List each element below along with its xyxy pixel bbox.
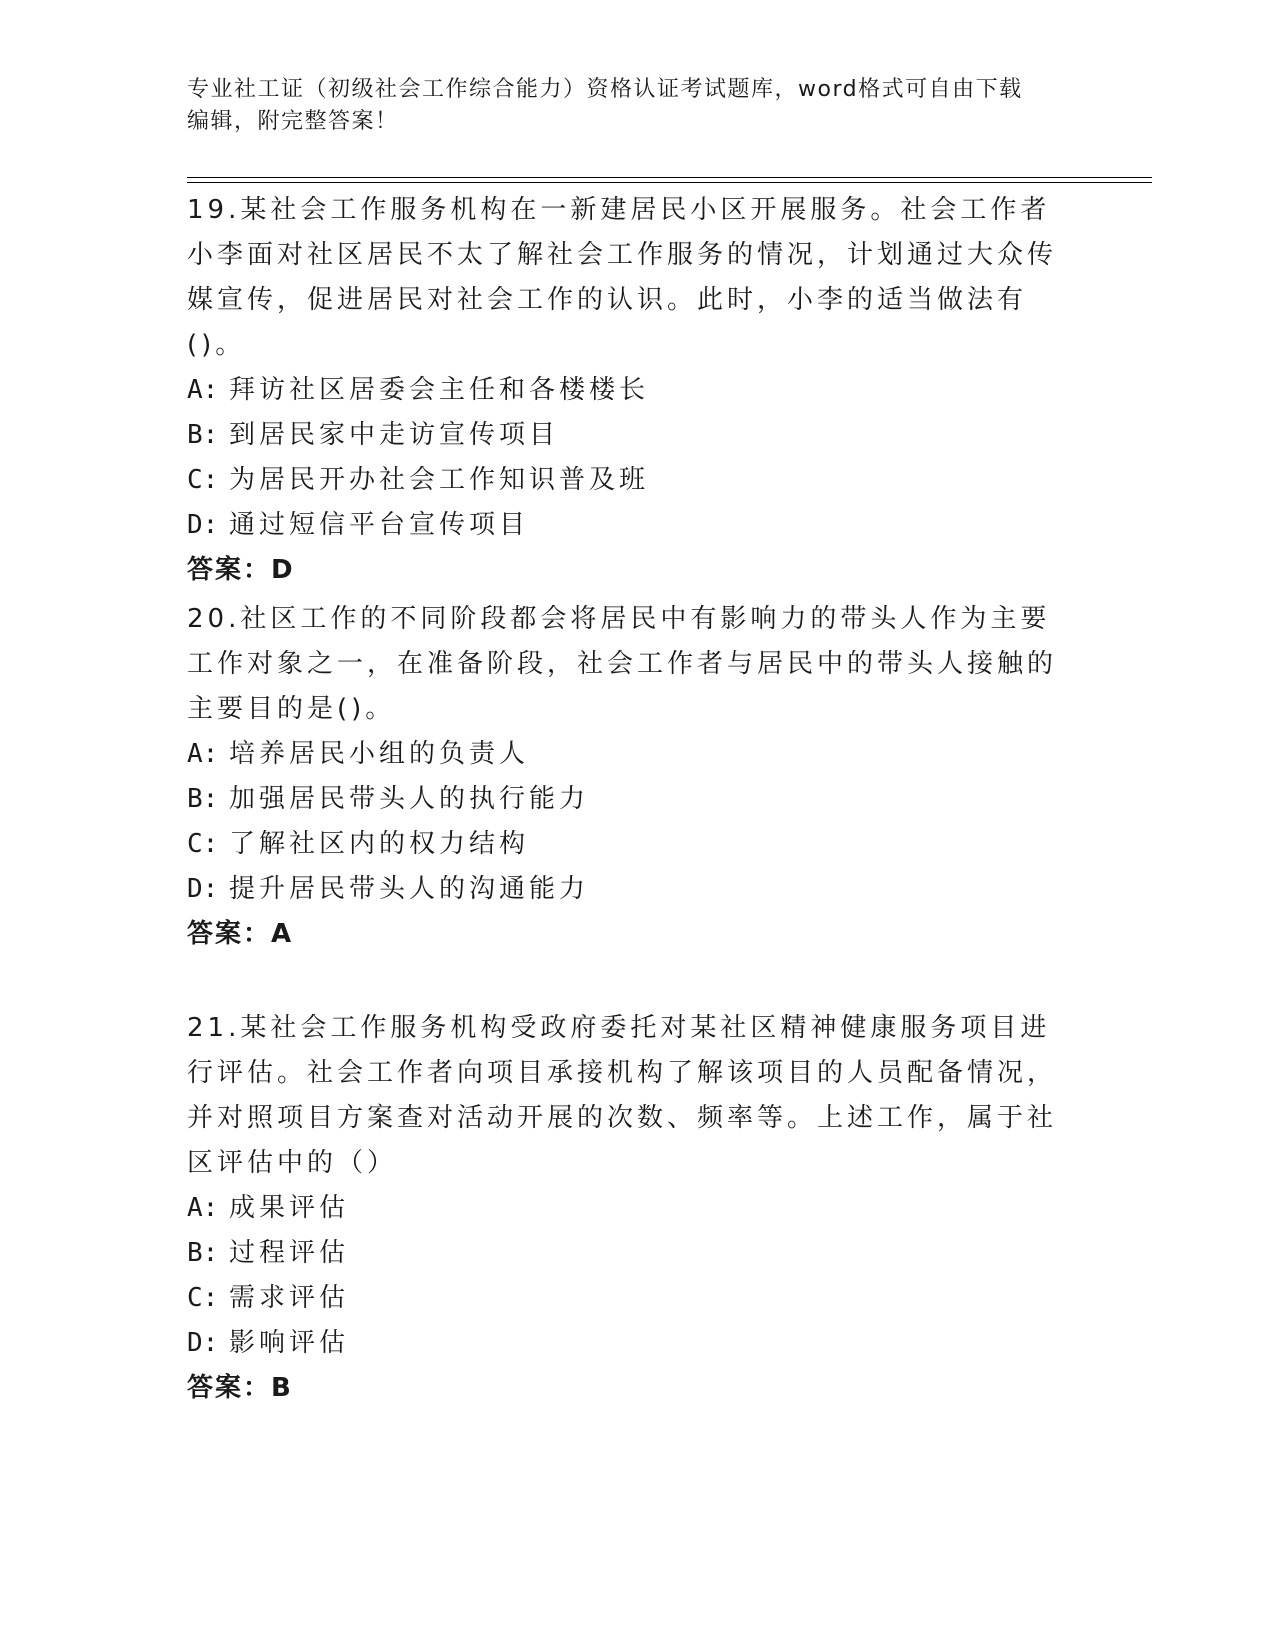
option-label: C: [187, 1283, 219, 1313]
question-text: 某社会工作服务机构受政府委托对某社区精神健康服务项目进行评估。社会工作者向项目承接机构了解该项目的人员配备情况，并对照项目方案查对活动开展的次数、频率等。上述工作，属于社区评估中的（） [187, 1013, 1058, 1178]
question-21 [187, 1006, 1077, 1411]
option-text: 加强居民带头人的执行能力 [229, 784, 590, 814]
question-number: 19. [187, 195, 241, 225]
option-text: 过程评估 [229, 1238, 350, 1268]
question-text: 某社会工作服务机构在一新建居民小区开展服务。社会工作者小李面对社区居民不太了解社会工作服务的情况，计划通过大众传媒宣传，促进居民对社会工作的认识。此时，小李的适当做法有()。 [187, 195, 1058, 360]
option-text: 培养居民小组的负责人 [229, 739, 530, 769]
option-label: D: [187, 1328, 219, 1358]
header-line-2: 编辑，附完整答案！ [187, 109, 399, 134]
option-label: A: [187, 739, 219, 769]
question-number: 20. [187, 604, 241, 634]
option-a [187, 368, 1077, 413]
option-label: A: [187, 375, 219, 405]
option-text: 拜访社区居委会主任和各楼楼长 [229, 375, 650, 405]
question-text: 社区工作的不同阶段都会将居民中有影响力的带头人作为主要工作对象之一，在准备阶段，社会工作者与居民中的带头人接触的主要目的是()。 [187, 604, 1058, 724]
answer-line: 答案：B [187, 1373, 293, 1403]
option-a [187, 732, 1077, 777]
option-c [187, 458, 1077, 503]
option-text: 通过短信平台宣传项目 [229, 510, 530, 540]
option-c [187, 822, 1077, 867]
option-label: D: [187, 874, 219, 904]
option-text: 成果评估 [229, 1193, 350, 1223]
question-20 [187, 597, 1077, 957]
question-19 [187, 188, 1077, 593]
option-text: 为居民开办社会工作知识普及班 [229, 465, 650, 495]
option-text: 影响评估 [229, 1328, 350, 1358]
header-divider-bottom [187, 182, 1152, 183]
option-d [187, 867, 1077, 912]
option-label: D: [187, 510, 219, 540]
option-c [187, 1276, 1077, 1321]
question-stem [187, 1006, 1077, 1186]
option-label: B: [187, 784, 219, 814]
option-label: B: [187, 1238, 219, 1268]
answer-line: 答案：D [187, 555, 295, 585]
option-label: A: [187, 1193, 219, 1223]
header-line-1: 专业社工证（初级社会工作综合能力）资格认证考试题库，word格式可自由下载 [187, 77, 1023, 102]
document-header [187, 74, 1087, 138]
option-d [187, 503, 1077, 548]
question-stem [187, 188, 1077, 368]
option-text: 提升居民带头人的沟通能力 [229, 874, 590, 904]
option-b [187, 1231, 1077, 1276]
option-label: C: [187, 465, 219, 495]
answer-line: 答案：A [187, 919, 294, 949]
option-d [187, 1321, 1077, 1366]
question-stem [187, 597, 1077, 732]
option-b [187, 777, 1077, 822]
option-label: B: [187, 420, 219, 450]
header-divider-top [187, 177, 1152, 178]
option-text: 到居民家中走访宣传项目 [229, 420, 560, 450]
option-text: 需求评估 [229, 1283, 350, 1313]
option-label: C: [187, 829, 219, 859]
option-b [187, 413, 1077, 458]
question-number: 21. [187, 1013, 241, 1043]
option-a [187, 1186, 1077, 1231]
option-text: 了解社区内的权力结构 [229, 829, 530, 859]
